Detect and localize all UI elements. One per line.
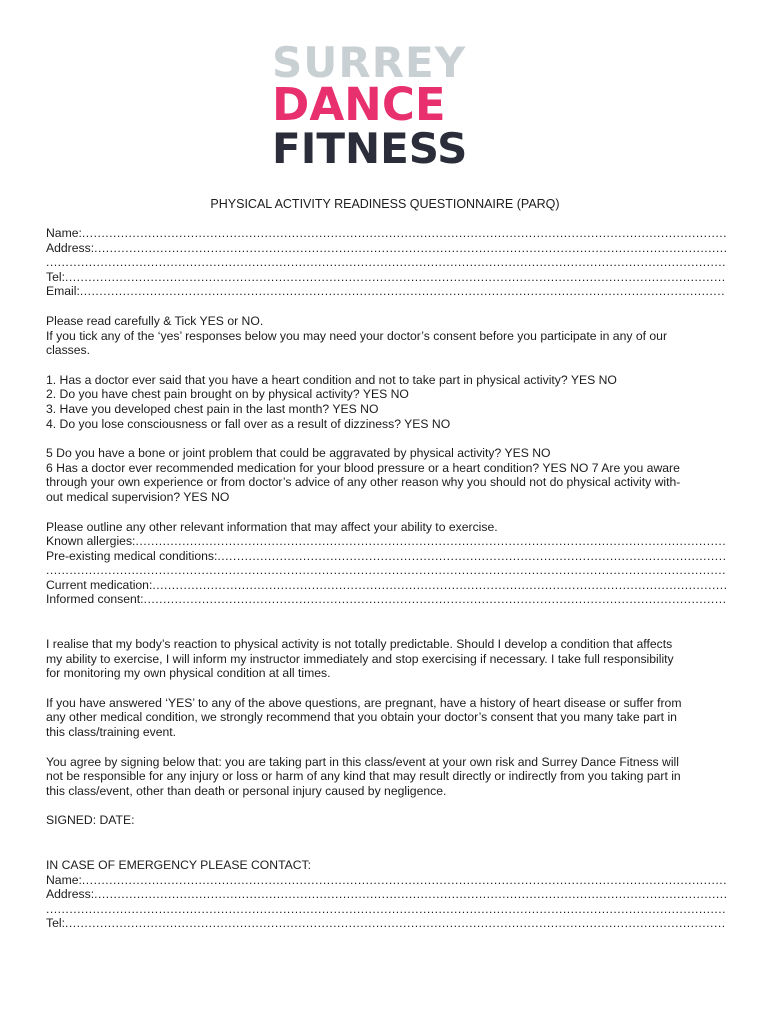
signed-date-line[interactable]: SIGNED: DATE: [46, 813, 135, 828]
question-6-7[interactable]: 6 Has a doctor ever recommended medication for your blood pressure or a heart condition? YES NO 7 Are you aware [46, 460, 680, 475]
emergency-address-field[interactable] [46, 887, 726, 902]
instructions-line: Please read carefully & Tick YES or NO. [46, 313, 264, 328]
logo-dance: DANCE [272, 78, 446, 131]
question-5[interactable]: 5 Do you have a bone or joint problem that could be aggravated by physical activity? YES NO [46, 446, 551, 461]
instructions-line: If you tick any of the ‘yes’ responses below you may need your doctor’s consent before you participate in any of our [46, 328, 668, 343]
emergency-name-label: Name: [46, 872, 82, 887]
question-7-continued[interactable]: out medical supervision? YES NO [46, 489, 230, 504]
agree-paragraph: this class/event, other than death or personal injury caused by negligence. [46, 783, 447, 798]
question-4[interactable]: 4. Do you lose consciousness or fall over as a result of dizziness? YES NO [46, 416, 451, 431]
questionnaire-body [46, 226, 726, 931]
allergies-label: Known allergies: [46, 534, 136, 549]
question-7-continued: through your own experience or from doctor’s advice of any other reason why you should not do physical activity with- [46, 475, 681, 490]
address-field-continued[interactable] [46, 255, 726, 270]
emergency-heading: IN CASE OF EMERGENCY PLEASE CONTACT: [46, 858, 312, 872]
question-1[interactable]: 1. Has a doctor ever said that you have a heart condition and not to take part in physical activity? YES NO [46, 372, 617, 387]
instructions-line: classes. [46, 343, 91, 358]
email-label: Email: [46, 284, 80, 299]
consent-label: Informed consent: [46, 592, 144, 607]
name-field[interactable] [46, 226, 726, 241]
medical-intro: Please outline any other relevant information that may affect your ability to exercise. [46, 519, 498, 534]
consent-field[interactable] [46, 592, 726, 607]
tel-label: Tel: [46, 269, 65, 284]
agree-paragraph: You agree by signing below that: you are taking part in this class/event at your own risk and Surrey Dance Fitness will [46, 754, 679, 769]
emergency-address-field-continued[interactable] [46, 902, 726, 917]
allergies-field[interactable] [46, 534, 726, 549]
address-label: Address: [46, 240, 95, 255]
logo-surrey: SURREY [272, 38, 467, 87]
page-title: PHYSICAL ACTIVITY READINESS QUESTIONNAIRE (PARQ) [210, 197, 560, 211]
email-field[interactable] [46, 284, 726, 299]
answered-yes-paragraph: this class/training event. [46, 725, 177, 740]
name-label: Name: [46, 226, 82, 240]
emergency-address-label: Address: [46, 887, 95, 902]
realise-paragraph: for monitoring my own physical condition at all times. [46, 666, 331, 681]
emergency-tel-label: Tel: [46, 916, 65, 931]
question-2[interactable]: 2. Do you have chest pain brought on by physical activity? YES NO [46, 387, 409, 402]
logo-fitness: FITNESS [272, 124, 468, 173]
medication-field[interactable] [46, 578, 726, 593]
agree-paragraph: not be responsible for any injury or loss or harm of any kind that may result directly or indirectly from you taking part in [46, 769, 681, 784]
realise-paragraph: I realise that my body’s reaction to physical activity is not totally predictable. Should I develop a condition that affects [46, 637, 673, 652]
conditions-label: Pre-existing medical conditions: [46, 548, 218, 563]
medication-label: Current medication: [46, 577, 153, 592]
tel-field[interactable] [46, 270, 726, 285]
answered-yes-paragraph: any other medical condition, we strongly recommend that you obtain your doctor’s consent that you many take part in [46, 710, 677, 725]
emergency-tel-field[interactable] [46, 916, 726, 931]
conditions-field-continued[interactable] [46, 563, 726, 578]
realise-paragraph: my ability to exercise, I will inform my instructor immediately and stop exercising if necessary. I take full responsibility [46, 651, 674, 666]
conditions-field[interactable] [46, 549, 726, 564]
emergency-name-field[interactable] [46, 873, 726, 888]
question-3[interactable]: 3. Have you developed chest pain in the last month? YES NO [46, 401, 379, 416]
address-field[interactable] [46, 241, 726, 256]
answered-yes-paragraph: If you have answered ‘YES’ to any of the above questions, are pregnant, have a history of heart disease or suffer from [46, 695, 682, 710]
